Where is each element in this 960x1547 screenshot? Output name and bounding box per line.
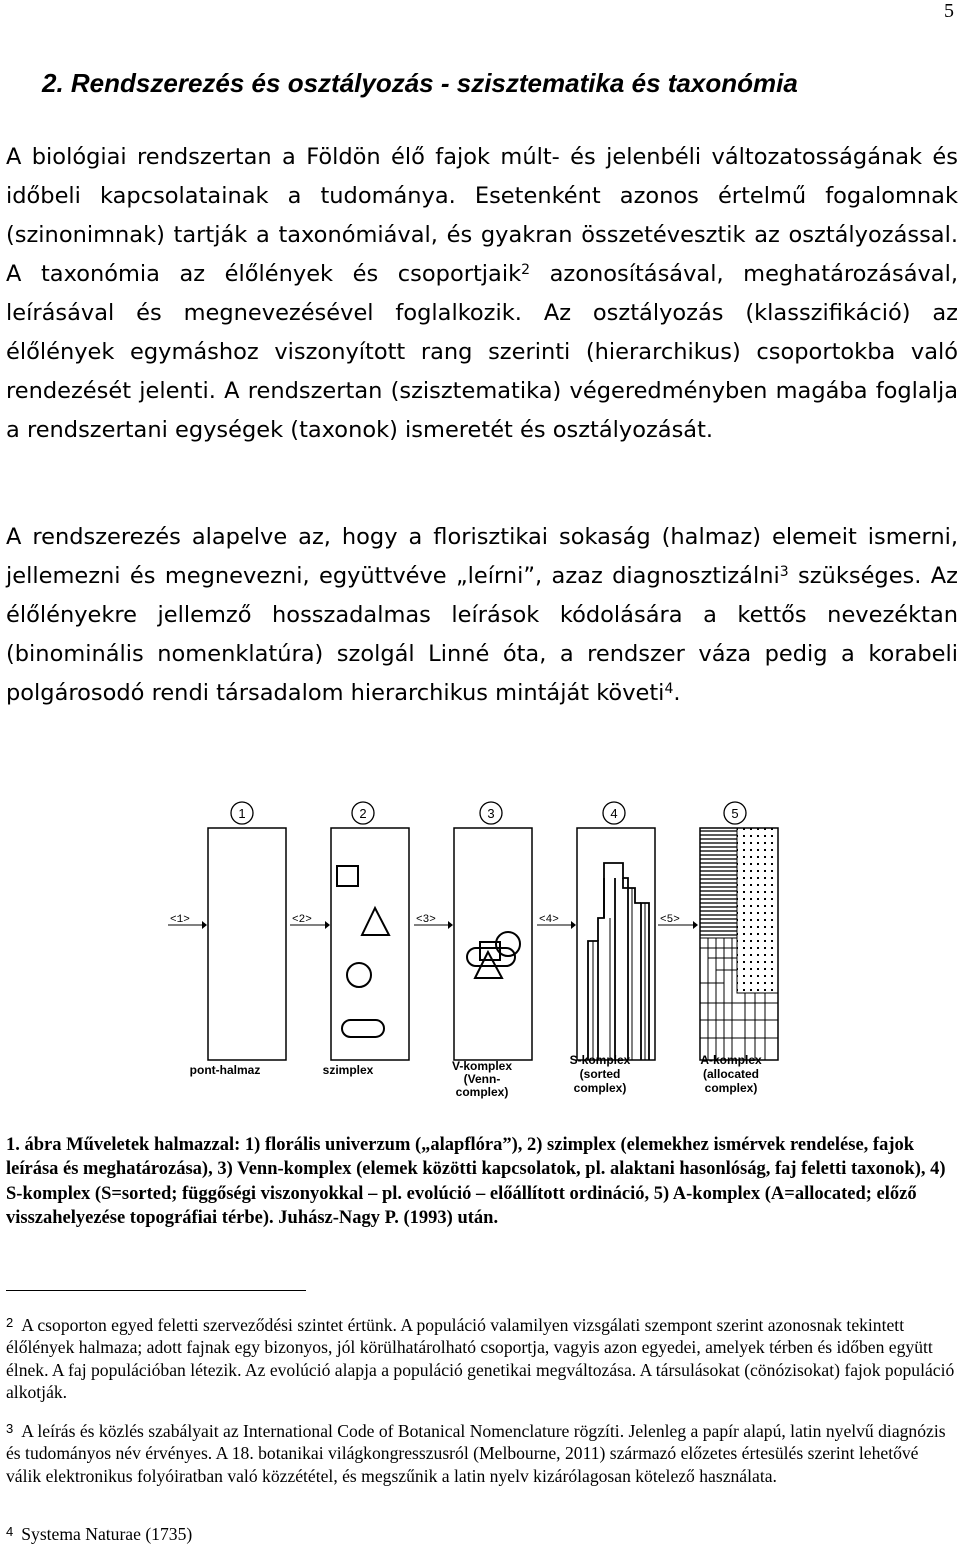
footnote-4 — [6, 1521, 956, 1545]
svg-text:<2>: <2> — [292, 914, 312, 926]
footnote-3-number: 3 — [6, 1421, 14, 1436]
level-arrow-5 — [658, 914, 698, 929]
footnote-3-text: A leírás és közlés szabályait az International Code of Botanical Nomenclature rögzíti. Jelenleg a papír alapú, latin nyelvű diagnózis és tudományos név érvényes. A 18. botanikai világkongresszusról (Melbourne, 2011) származó előzetes értesülés szerint lehetővé válik elektronikus folyóiratban való közzététel, és megszűnik a latin nyelv kizárólagosan kötelező használata. — [6, 1421, 946, 1486]
paragraph-2-text-b: szükséges. Az élőlényekre jellemző hosszadalmas leírások kódolására a kettős nevezéktan (binominális nomenklatúra) szolgál Linné óta, a rendszer váza pedig a korabeli polgárosodó rendi társadalom hierarchikus mintáját követi — [6, 563, 958, 706]
paragraph-2 — [6, 518, 958, 713]
panel-label-1 — [190, 1063, 261, 1077]
footnote-3 — [6, 1418, 956, 1487]
footnote-2 — [6, 1312, 956, 1404]
paragraph-1-text-b: azonosításával, meghatározásával, leírásával és megnevezésével foglalkozik. Az osztályozás (klasszifikáció) az élőlények egymáshoz viszonyított rang szerinti (hierarchikus) csoportokba való rendezését jelenti. A rendszertan (szisztematika) végeredményben magába foglalja a rendszertani egységek (taxonok) ismeretét és osztályozását. — [6, 261, 959, 443]
level-arrow-4 — [537, 914, 576, 929]
footnote-divider — [6, 1290, 306, 1291]
footnote-ref-4[interactable]: 4 — [664, 681, 674, 697]
svg-text:<5>: <5> — [660, 914, 680, 926]
footnote-4-text: Systema Naturae (1735) — [21, 1524, 193, 1544]
footnote-4-number: 4 — [6, 1524, 14, 1539]
svg-text:pont-halmaz: pont-halmaz — [189, 1063, 261, 1077]
svg-text:5: 5 — [731, 806, 739, 821]
svg-text:A-komplex: A-komplex — [700, 1053, 762, 1067]
paragraph-1 — [6, 138, 958, 450]
svg-text:szimplex: szimplex — [322, 1063, 374, 1077]
panel-5-box — [700, 828, 778, 1060]
circled-number-1 — [231, 802, 253, 824]
level-arrow-1 — [168, 914, 207, 929]
svg-text:3: 3 — [487, 806, 495, 821]
oval-shape — [342, 1020, 384, 1037]
panel-1-box — [208, 828, 286, 1060]
footnote-2-text: A csoporton egyed feletti szerveződési szintet értünk. A populáció valamilyen vizsgálati szempont szerint azonosnak tekintett élőlények halmaza; adott fajnak egy bizonyos, jól körülhatárolható csoportja, vagyis azon egyedei, amelyek térben és időben együtt élnek. A faj populációban létezik. Az evolúció alapja a populáció genetikai megváltozása. A társulásokat (cönózisokat) fajok populáció alkotják. — [6, 1315, 955, 1403]
svg-text:2: 2 — [359, 806, 367, 821]
panel-2-box — [331, 828, 409, 1060]
svg-text:<3>: <3> — [416, 914, 436, 926]
svg-text:<4>: <4> — [539, 914, 559, 926]
svg-text:4: 4 — [610, 806, 618, 821]
panel-4-box — [577, 828, 655, 1060]
level-arrow-3 — [414, 914, 453, 929]
figure-caption: 1. ábra Műveletek halmazzal: 1) florális univerzum („alapflóra”), 2) szimplex (elemekhez ismérvek rendelése, fajok leírása és meghatározása), 3) Venn-komplex (elemek közötti kapcsolatok, pl. alaktani hasonlóság, faj feletti taxonok), 4) S-komplex (S=sorted; függőségi viszonyokkal – pl. evolúció – előállított ordináció, 5) A-komplex (A=allocated; előző visszahelyezése topográfiai térbe). Juhász-Nagy P. (1993) után. — [6, 1135, 946, 1229]
circled-number-5 — [724, 802, 746, 824]
svg-text:S-komplex: S-komplex — [569, 1053, 631, 1067]
footnote-ref-3[interactable]: 3 — [779, 564, 789, 580]
level-arrow-2 — [290, 914, 330, 929]
svg-text:(allocated: (allocated — [702, 1067, 760, 1081]
svg-text:1: 1 — [238, 806, 246, 821]
svg-text:complex): complex) — [455, 1085, 509, 1099]
svg-text:(sorted: (sorted — [579, 1067, 621, 1081]
panel-label-4 — [570, 1053, 631, 1095]
panel-3-box — [454, 828, 532, 1060]
paragraph-2-text-a: A rendszerezés alapelve az, hogy a florisztikai sokaság (halmaz) elemeit ismerni, jellemezni és megnevezni, együttvéve „leírni”, azaz diagnosztizálni — [6, 524, 958, 589]
svg-text:complex): complex) — [573, 1081, 627, 1095]
page-number: 5 — [944, 0, 954, 22]
section-heading: 2. Rendszerezés és osztályozás - szisztematika és taxonómia — [42, 68, 798, 98]
circled-number-4 — [603, 802, 625, 824]
paragraph-2-text-c: . — [673, 680, 681, 706]
footnote-2-number: 2 — [6, 1315, 14, 1330]
footnote-ref-2[interactable]: 2 — [521, 262, 531, 278]
svg-text:(Venn-: (Venn- — [463, 1072, 501, 1086]
triangle-shape — [362, 908, 389, 935]
svg-text:complex): complex) — [704, 1081, 758, 1095]
paragraph-1-text-a: A biológiai rendszertan a Földön élő fajok múlt- és jelenbéli változatosságának és időbeli kapcsolatainak a tudománya. Esetenként azonos értelmű fogalomnak (szinonimnak) tartják a taxonómiával, és gyakran összetévesztik az osztályozással. A taxonómia az élőlények és csoportjaik — [6, 144, 958, 287]
square-shape — [337, 866, 358, 886]
circle-shape — [347, 963, 371, 987]
panel-label-5 — [700, 1053, 762, 1095]
panel-label-2 — [323, 1063, 374, 1077]
circled-number-3 — [480, 802, 502, 824]
set-operations-figure — [160, 798, 800, 1110]
circled-number-2 — [352, 802, 374, 824]
panel-label-3 — [452, 1059, 512, 1099]
svg-text:V-komplex: V-komplex — [451, 1059, 513, 1073]
svg-text:<1>: <1> — [170, 914, 190, 926]
